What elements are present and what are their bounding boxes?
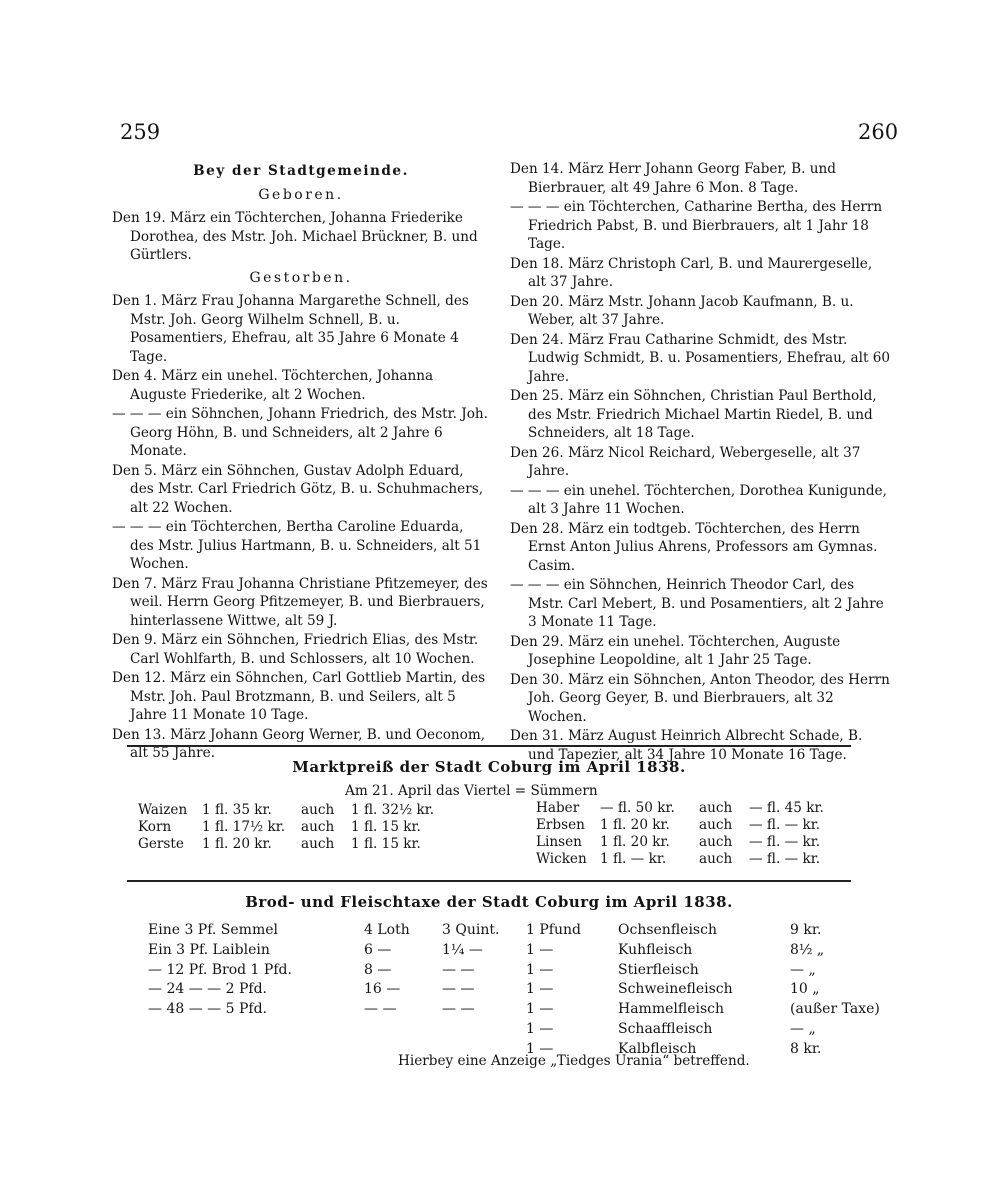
price-low: — fl. — kr. bbox=[749, 851, 821, 867]
register-entry: — — — ein unehel. Töchterchen, Dorothea Kunigunde, alt 3 Jahre 11 Wochen. bbox=[510, 482, 887, 517]
auch-label: auch bbox=[699, 834, 733, 850]
grain-name: Wicken bbox=[536, 851, 587, 867]
register-entry: Den 5. März ein Söhnchen, Gustav Adolph Eduard, des Mstr. Carl Friedrich Götz, B. u. Schuhmachers, alt 22 Wochen. bbox=[112, 462, 484, 516]
grain-name: Korn bbox=[138, 819, 172, 835]
meat-type: Kalbfleisch bbox=[618, 1040, 697, 1057]
bread-item: Eine 3 Pf. Semmel bbox=[148, 922, 278, 938]
meat-quantity: 1 — bbox=[526, 981, 554, 998]
meat-price: — „ bbox=[790, 1020, 816, 1037]
register-entry: Den 28. März ein todtgeb. Töchterchen, des Herrn Ernst Anton Julius Ahrens, Professors am Gymnas. Casim. bbox=[510, 520, 878, 574]
register-entry: — — — ein Söhnchen, Heinrich Theodor Carl, des Mstr. Carl Mebert, B. und Posamentiers, alt 2 Jahre 3 Monate 11 Tage. bbox=[510, 577, 884, 630]
register-entry: Den 25. März ein Söhnchen, Christian Paul Berthold, des Mstr. Friedrich Michael Martin Riedel, B. und Schneiders, alt 18 Tage. bbox=[510, 388, 877, 441]
table-row bbox=[148, 961, 904, 981]
births-list bbox=[112, 209, 490, 265]
table-row bbox=[148, 941, 904, 961]
meat-type: Schweinefleisch bbox=[618, 981, 733, 998]
bread-weight-quint: — — bbox=[442, 961, 475, 978]
table-row bbox=[148, 921, 904, 941]
right-column bbox=[510, 160, 892, 765]
auch-label: auch bbox=[699, 800, 733, 816]
price-low: — fl. — kr. bbox=[749, 817, 821, 833]
price-low: 1 fl. 15 kr. bbox=[351, 819, 421, 835]
meat-price: 9 kr. bbox=[790, 922, 822, 938]
bread-weight-loth bbox=[364, 1020, 442, 1040]
meat-quantity: 1 — bbox=[526, 1040, 554, 1057]
auch-label: auch bbox=[301, 836, 335, 852]
deaths-list-left bbox=[112, 292, 490, 763]
table-row bbox=[138, 819, 445, 836]
grain-name: Erbsen bbox=[536, 817, 585, 833]
register-entry: Den 12. März ein Söhnchen, Carl Gottlieb Martin, des Mstr. Joh. Paul Brotzmann, B. und Seilers, alt 5 Jahre 11 Monate 10 Tage. bbox=[112, 670, 486, 723]
register-entry: Den 1. März Frau Johanna Margarethe Schnell, des Mstr. Joh. Georg Wilhelm Schnell, B. u. Posamentiers, Ehefrau, alt 35 Jahre 6 Monate 4 Tage. bbox=[112, 293, 469, 365]
price-high: 1 fl. — kr. bbox=[600, 851, 667, 867]
register-entry: — — — ein Töchterchen, Catharine Bertha, des Herrn Friedrich Pabst, B. und Bierbrauers, alt 1 Jahr 18 Tage. bbox=[510, 199, 883, 252]
table-row bbox=[148, 980, 904, 1000]
table-row bbox=[138, 836, 445, 853]
market-subheading: Am 21. April das Viertel = Sümmern bbox=[345, 783, 598, 799]
register-entry: Den 29. März ein unehel. Töchterchen, Auguste Josephine Leopoldine, alt 1 Jahr 25 Tage. bbox=[510, 633, 841, 668]
auch-label: auch bbox=[699, 817, 733, 833]
bread-item: — 48 — — 5 Pfd. bbox=[148, 1001, 267, 1018]
bread-weight-loth: 4 Loth bbox=[364, 922, 410, 938]
register-entry: Den 31. März August Heinrich Albrecht Schade, B. und Tapezier, alt 34 Jahre 10 Monate 16 Tage. bbox=[510, 728, 863, 763]
price-high: 1 fl. 20 kr. bbox=[600, 834, 670, 850]
page-number-left: 259 bbox=[120, 120, 161, 144]
births-heading: Geboren. bbox=[258, 186, 344, 203]
register-entry: Den 14. März Herr Johann Georg Faber, B. und Bierbrauer, alt 49 Jahre 6 Mon. 8 Tage. bbox=[510, 161, 836, 196]
bread-item: — 12 Pf. Brod 1 Pfd. bbox=[148, 961, 292, 978]
table-row bbox=[148, 1020, 904, 1040]
register-entry: Den 24. März Frau Catharine Schmidt, des Mstr. Ludwig Schmidt, B. u. Posamentiers, Ehefrau, alt 60 Jahre. bbox=[510, 331, 891, 385]
price-low: 1 fl. 32½ kr. bbox=[351, 802, 435, 818]
meat-quantity: 1 — bbox=[526, 1001, 554, 1018]
meat-price: (außer Taxe) bbox=[790, 1001, 880, 1018]
bread-weight-quint bbox=[442, 1020, 526, 1040]
grain-name: Waizen bbox=[138, 802, 188, 818]
meat-quantity: 1 — bbox=[526, 961, 554, 978]
meat-quantity: 1 Pfund bbox=[526, 922, 581, 938]
section-heading: Bey der Stadtgemeinde. bbox=[193, 163, 409, 179]
auch-label: auch bbox=[301, 819, 335, 835]
register-entry: — — — ein Söhnchen, Johann Friedrich, des Mstr. Joh. Georg Höhn, B. und Schneiders, alt 2 Jahre 6 Monate. bbox=[112, 406, 488, 459]
table-row bbox=[138, 802, 445, 819]
bread-weight-quint: — — bbox=[442, 981, 475, 998]
price-high: 1 fl. 17½ kr. bbox=[202, 819, 286, 835]
register-entry: Den 13. März Johann Georg Werner, B. und Oeconom, alt 55 Jahre. bbox=[112, 726, 486, 761]
price-low: — fl. 45 kr. bbox=[749, 800, 824, 816]
register-entry: Den 19. März ein Töchterchen, Johanna Friederike Dorothea, des Mstr. Joh. Michael Brückner, B. und Gürtlers. bbox=[112, 210, 478, 263]
market-table-right bbox=[536, 800, 843, 868]
register-entry: Den 18. März Christoph Carl, B. und Maurergeselle, alt 37 Jahre. bbox=[510, 255, 873, 290]
meat-price: — „ bbox=[790, 961, 816, 978]
brod-title: Brod- und Fleischtaxe der Stadt Coburg im April 1838. bbox=[245, 893, 733, 911]
grain-name: Linsen bbox=[536, 834, 582, 850]
table-row bbox=[148, 1000, 904, 1020]
meat-type: Ochsenfleisch bbox=[618, 922, 717, 938]
left-column bbox=[112, 160, 490, 764]
auch-label: auch bbox=[301, 802, 335, 818]
table-row bbox=[536, 851, 843, 868]
meat-type: Hammelfleisch bbox=[618, 1001, 725, 1018]
price-high: 1 fl. 35 kr. bbox=[202, 802, 272, 818]
brod-table bbox=[148, 921, 904, 1060]
price-low: 1 fl. 15 kr. bbox=[351, 836, 421, 852]
deaths-list-right bbox=[510, 160, 892, 764]
bread-weight-quint: 1¼ — bbox=[442, 941, 483, 958]
meat-type: Schaaffleisch bbox=[618, 1020, 713, 1037]
grain-name: Gerste bbox=[138, 836, 184, 852]
market-table-left bbox=[138, 802, 445, 853]
table-row bbox=[536, 817, 843, 834]
divider-rule bbox=[127, 745, 851, 747]
table-row bbox=[536, 800, 843, 817]
page-number-right: 260 bbox=[858, 120, 899, 144]
register-entry: Den 4. März ein unehel. Töchterchen, Johanna Auguste Friederike, alt 2 Wochen. bbox=[112, 368, 434, 403]
register-entry: Den 26. März Nicol Reichard, Webergeselle, alt 37 Jahre. bbox=[510, 444, 861, 479]
register-entry: Den 7. März Frau Johanna Christiane Pfitzemeyer, des weil. Herrn Georg Pfitzemeyer, B. und Bierbrauers, hinterlassene Wittwe, alt 59 J. bbox=[112, 575, 488, 629]
register-entry: Den 9. März ein Söhnchen, Friedrich Elias, des Mstr. Carl Wohlfarth, B. und Schlossers, alt 10 Wochen. bbox=[112, 632, 479, 667]
price-high: 1 fl. 20 kr. bbox=[202, 836, 272, 852]
bread-weight-quint: — — bbox=[442, 1001, 475, 1018]
price-high: 1 fl. 20 kr. bbox=[600, 817, 670, 833]
bread-weight-loth: 8 — bbox=[364, 961, 392, 978]
meat-price: 10 „ bbox=[790, 981, 820, 998]
register-entry: Den 20. März Mstr. Johann Jacob Kaufmann, B. u. Weber, alt 37 Jahre. bbox=[510, 293, 854, 328]
market-title: Marktpreiß der Stadt Coburg im April 1838. bbox=[292, 758, 686, 776]
bread-weight-loth: 16 — bbox=[364, 981, 401, 998]
bread-item: — 24 — — 2 Pfd. bbox=[148, 981, 267, 998]
grain-name: Haber bbox=[536, 800, 580, 816]
bread-weight-quint: 3 Quint. bbox=[442, 922, 500, 938]
footer-note: Hierbey eine Anzeige „Tiedges Urania“ betreffend. bbox=[398, 1053, 750, 1069]
bread-item: Ein 3 Pf. Laiblein bbox=[148, 941, 270, 958]
register-entry: Den 30. März ein Söhnchen, Anton Theodor, des Herrn Joh. Georg Geyer, B. und Bierbrauers, alt 32 Wochen. bbox=[510, 671, 890, 725]
price-low: — fl. — kr. bbox=[749, 834, 821, 850]
meat-quantity: 1 — bbox=[526, 941, 554, 958]
meat-quantity: 1 — bbox=[526, 1020, 554, 1037]
meat-type: Stierfleisch bbox=[618, 961, 699, 978]
bread-item bbox=[148, 1040, 364, 1060]
bread-weight-loth: — — bbox=[364, 1001, 397, 1018]
bread-item bbox=[148, 1020, 364, 1040]
bread-weight-loth: 6 — bbox=[364, 941, 392, 958]
divider-rule bbox=[127, 880, 851, 882]
register-entry: — — — ein Töchterchen, Bertha Caroline Eduarda, des Mstr. Julius Hartmann, B. u. Schneiders, alt 51 Wochen. bbox=[112, 519, 482, 572]
price-high: — fl. 50 kr. bbox=[600, 800, 675, 816]
meat-type: Kuhfleisch bbox=[618, 941, 693, 958]
deaths-heading: Gestorben. bbox=[249, 269, 353, 286]
meat-price: 8½ „ bbox=[790, 941, 825, 958]
meat-price: 8 kr. bbox=[790, 1040, 822, 1057]
auch-label: auch bbox=[699, 851, 733, 867]
table-row bbox=[536, 834, 843, 851]
